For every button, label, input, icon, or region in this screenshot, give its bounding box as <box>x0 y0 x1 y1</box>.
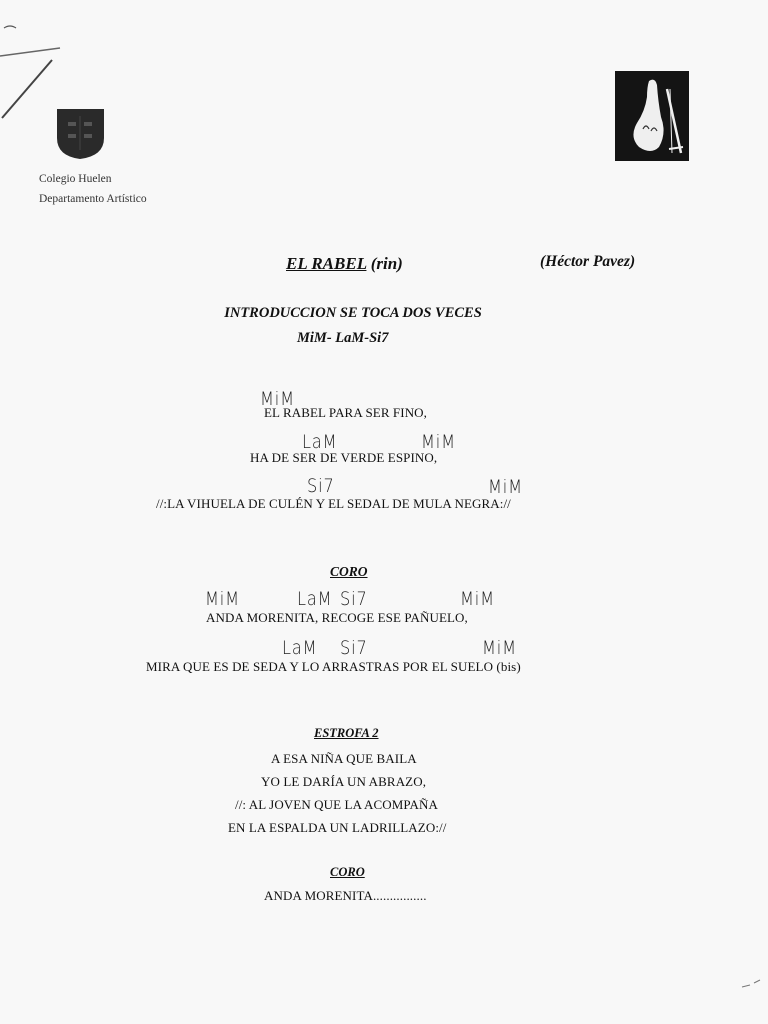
lyric-verse2-3: //: AL JOVEN QUE LA ACOMPAÑA <box>235 797 438 812</box>
chord-chorus-3: Si7 <box>340 588 368 610</box>
lyric-verse2-2: YO LE DARÍA UN ABRAZO, <box>261 774 427 789</box>
lyric-chorus-2: MIRA QUE ES DE SEDA Y LO ARRASTRAS POR EL SUELO (bis) <box>146 659 521 674</box>
scan-speck <box>740 975 765 995</box>
chord-verse1-5: MiM <box>488 476 523 498</box>
chord-chorus-7: MiM <box>482 637 517 659</box>
lyric-verse1-2: HA DE SER DE VERDE ESPINO, <box>250 450 438 465</box>
chord-verse1-4: Si7 <box>307 475 335 497</box>
department-name: Departamento Artístico <box>39 193 147 205</box>
chorus-end-heading: CORO <box>330 865 365 879</box>
school-crest-logo <box>56 108 106 160</box>
chord-chorus-6: Si7 <box>340 637 368 659</box>
verse2-heading: ESTROFA 2 <box>314 726 379 740</box>
chord-chorus-1: MiM <box>205 588 240 610</box>
song-author: (Héctor Pavez) <box>540 253 636 270</box>
song-title-group <box>286 254 403 274</box>
lyric-chorus-end: ANDA MORENITA................ <box>264 888 427 903</box>
song-title: EL RABEL <box>286 254 367 273</box>
chord-chorus-5: LaM <box>282 637 318 659</box>
lyric-verse1-1: EL RABEL PARA SER FINO, <box>264 405 428 420</box>
lyric-chorus-1: ANDA MORENITA, RECOGE ESE PAÑUELO, <box>206 610 468 625</box>
song-subtitle: (rin) <box>370 254 403 273</box>
chorus-heading: CORO <box>330 564 368 579</box>
rabel-instrument-image <box>615 71 689 161</box>
lyric-verse1-3: //:LA VIHUELA DE CULÉN Y EL SEDAL DE MULA NEGRA:// <box>156 496 511 511</box>
chord-verse1-1: MiM <box>260 388 295 410</box>
intro-chords: MiM- LaM-Si7 <box>297 330 389 346</box>
chord-chorus-4: MiM <box>460 588 495 610</box>
chord-verse1-2: LaM <box>302 431 338 453</box>
scan-mark <box>0 20 70 120</box>
lyric-verse2-1: A ESA NIÑA QUE BAILA <box>271 751 417 766</box>
chord-chorus-2: LaM <box>297 588 333 610</box>
lyric-verse2-4: EN LA ESPALDA UN LADRILLAZO:// <box>228 820 447 835</box>
school-name: Colegio Huelen <box>39 173 112 185</box>
chord-verse1-3: MiM <box>421 431 456 453</box>
